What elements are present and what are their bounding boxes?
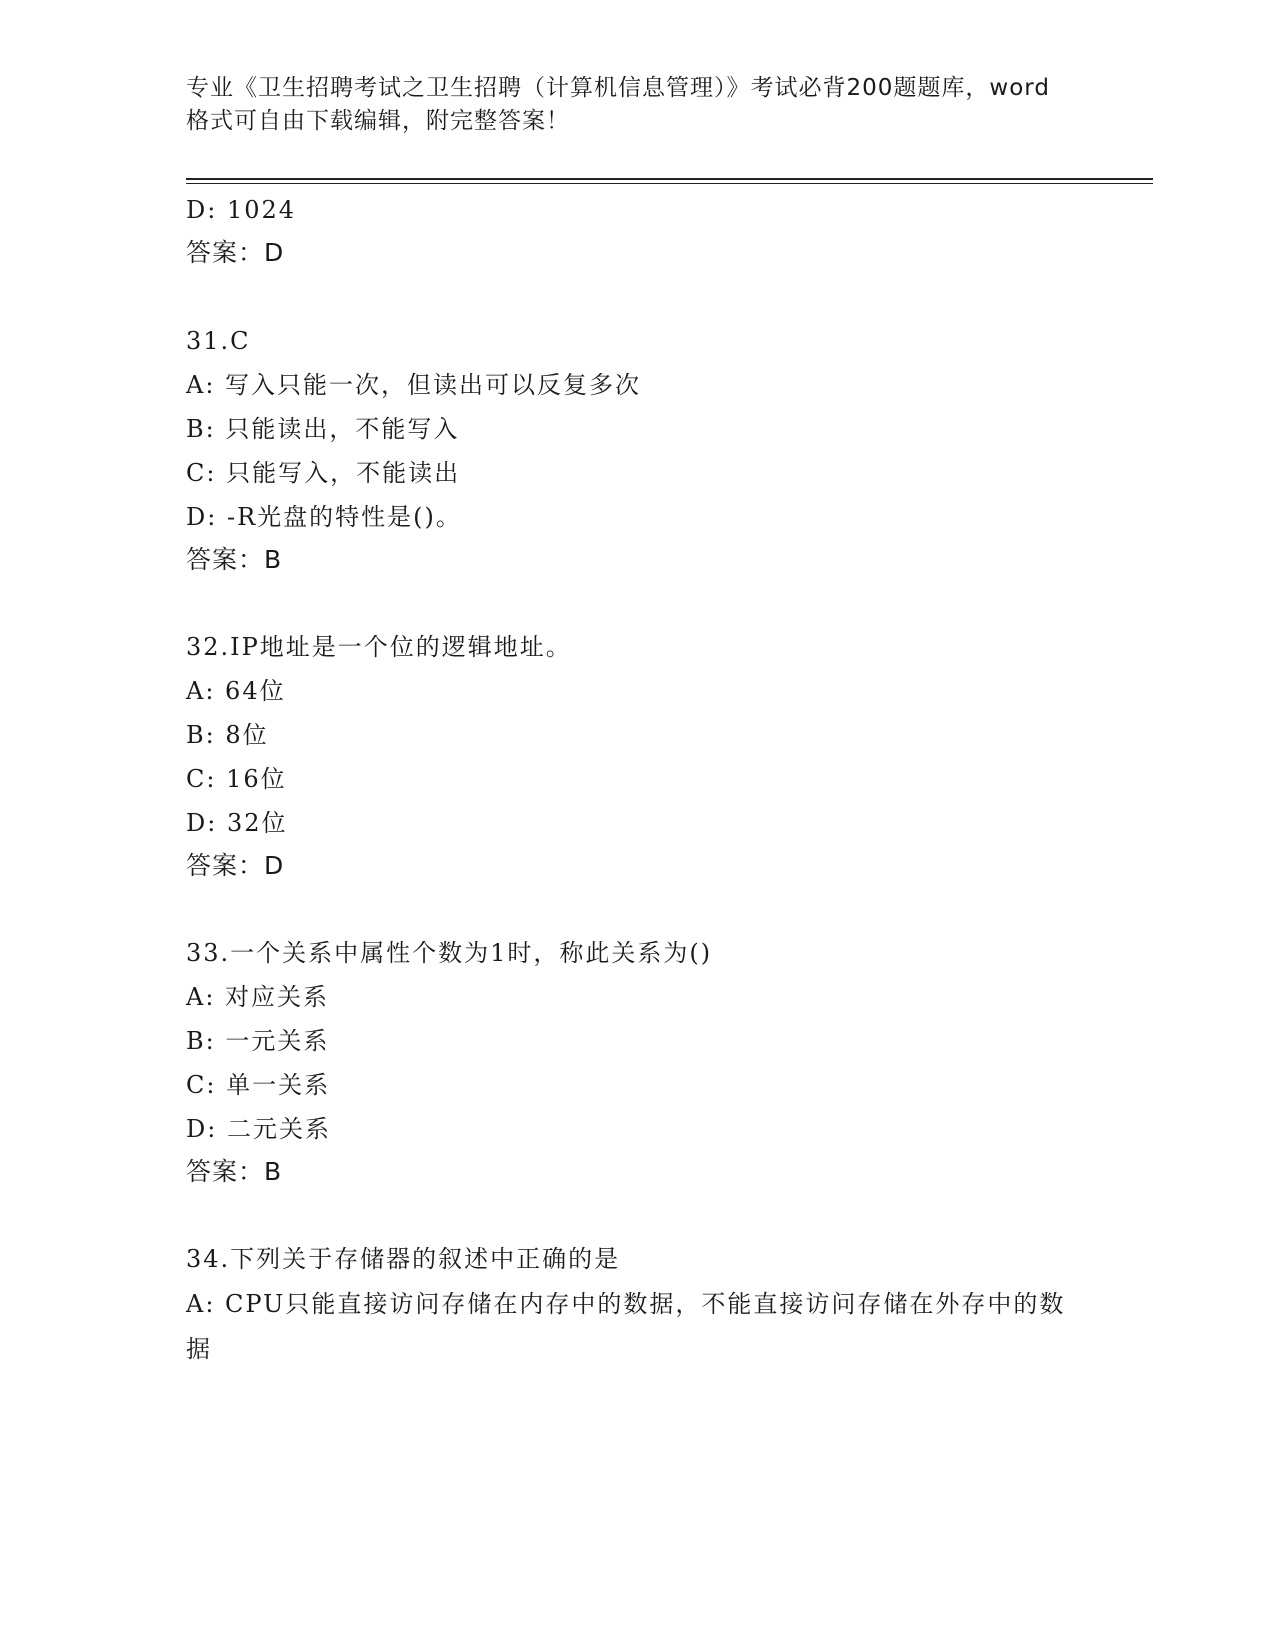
q30-option-d: D: 1024	[186, 196, 297, 224]
q31-answer: 答案：B	[186, 545, 283, 574]
q33-stem: 33.一个关系中属性个数为1时，称此关系为()	[186, 939, 713, 967]
q32-stem: 32.IP地址是一个位的逻辑地址。	[186, 633, 572, 661]
header-divider-thin	[186, 183, 1153, 184]
q30-answer: 答案：D	[186, 238, 285, 267]
q33-option-c: C: 单一关系	[186, 1071, 331, 1099]
q33-answer: 答案：B	[186, 1157, 283, 1186]
header-title-line-1: 专业《卫生招聘考试之卫生招聘（计算机信息管理）》考试必背200题题库，word	[186, 75, 1050, 101]
q33-option-a: A: 对应关系	[186, 983, 330, 1011]
q31-option-c: C: 只能写入，不能读出	[186, 459, 461, 487]
document-header	[186, 72, 1086, 138]
q34-option-a: A: CPU只能直接访问存储在内存中的数据，不能直接访问存储在外存中的数据	[186, 1290, 1066, 1363]
q31-option-b: B: 只能读出，不能写入	[186, 415, 460, 443]
q34-stem: 34.下列关于存储器的叙述中正确的是	[186, 1245, 621, 1273]
q32-answer: 答案：D	[186, 851, 285, 880]
q32-option-b: B: 8位	[186, 721, 269, 749]
q31-stem: 31.C	[186, 327, 251, 355]
q31-option-d: D: -R光盘的特性是()。	[186, 503, 462, 531]
q33-option-d: D: 二元关系	[186, 1115, 331, 1143]
header-title-line-2: 格式可自由下载编辑，附完整答案！	[186, 108, 570, 134]
q33-option-b: B: 一元关系	[186, 1027, 330, 1055]
q32-option-d: D: 32位	[186, 809, 288, 837]
header-divider-thick	[186, 178, 1153, 180]
q32-option-a: A: 64位	[186, 677, 286, 705]
q32-option-c: C: 16位	[186, 765, 287, 793]
q31-option-a: A: 写入只能一次，但读出可以反复多次	[186, 371, 642, 399]
